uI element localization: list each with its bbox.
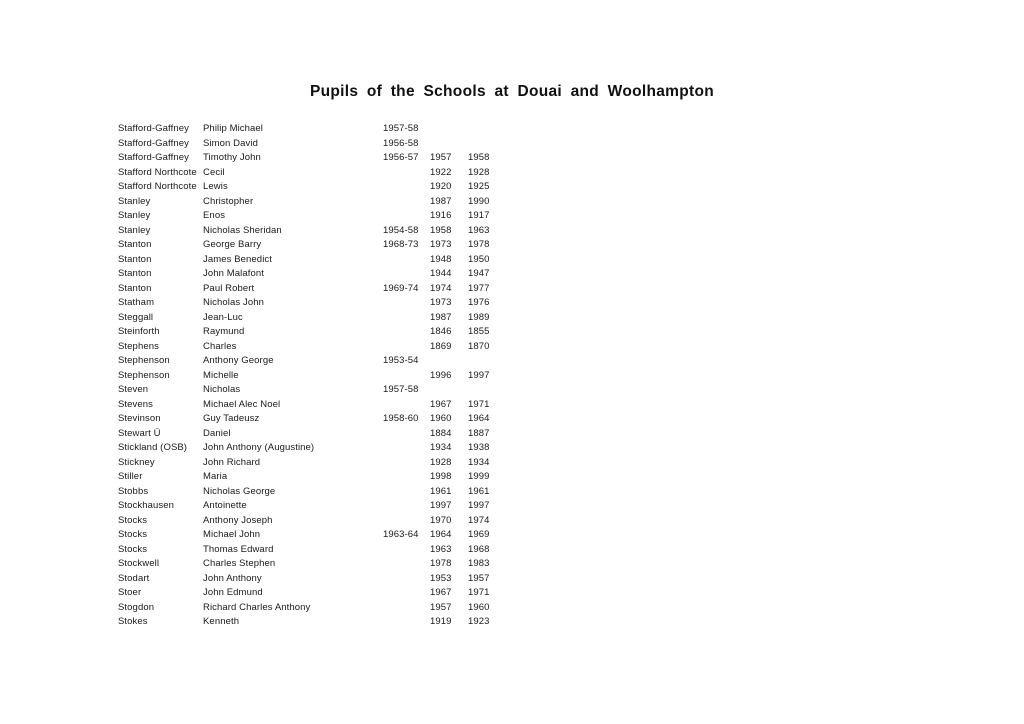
attendance-range-cell [383, 296, 430, 311]
start-year-cell: 1964 [430, 529, 452, 540]
attendance-range-cell [383, 543, 430, 558]
forenames-cell: Richard Charles Anthony [203, 601, 311, 613]
start-year-cell: 1948 [430, 253, 452, 265]
pupil-row [118, 514, 508, 529]
surname-cell: Stafford Northcote [118, 166, 197, 178]
forenames-cell: James Benedict [203, 253, 272, 265]
attendance-range-cell [383, 485, 430, 500]
pupil-row [118, 253, 508, 268]
surname-cell: Stanley [118, 210, 151, 221]
forenames-cell: Maria [203, 471, 228, 482]
surname-cell: Stephenson [118, 369, 170, 381]
end-year-cell: 1950 [468, 253, 490, 265]
surname-cell: Stiller [118, 471, 143, 482]
pupil-row [118, 122, 508, 137]
pupil-row [118, 528, 508, 543]
attendance-range-cell [383, 166, 430, 181]
end-year-cell: 1971 [468, 587, 490, 598]
forenames-cell: Philip Michael [203, 123, 264, 134]
surname-cell: Stoer [118, 587, 142, 598]
end-year-cell: 1997 [468, 500, 490, 511]
surname-cell: Stanton [118, 282, 152, 294]
attendance-range-cell [383, 267, 430, 282]
end-year-cell [468, 354, 498, 369]
start-year-cell: 1916 [430, 210, 452, 221]
end-year-cell [468, 137, 498, 152]
start-year-cell: 1987 [430, 311, 452, 323]
end-year-cell: 1971 [468, 398, 490, 410]
surname-cell: Stickney [118, 456, 155, 468]
pupil-row [118, 267, 508, 282]
pupil-row [118, 224, 508, 239]
end-year-cell: 1963 [468, 224, 490, 236]
attendance-range-cell [383, 427, 430, 442]
surname-cell: Stobbs [118, 485, 149, 497]
attendance-range-cell [383, 253, 430, 268]
pupil-row [118, 325, 508, 340]
surname-cell: Stokes [118, 616, 148, 627]
attendance-range-cell: 1954-58 [383, 224, 419, 236]
pupil-row [118, 412, 508, 427]
end-year-cell: 1964 [468, 413, 490, 424]
end-year-cell: 1976 [468, 297, 490, 308]
end-year-cell [468, 383, 498, 398]
start-year-cell: 1884 [430, 427, 452, 439]
end-year-cell: 1990 [468, 195, 490, 207]
end-year-cell: 1925 [468, 181, 490, 192]
attendance-range-cell [383, 180, 430, 195]
pupil-row [118, 586, 508, 601]
surname-cell: Stockwell [118, 558, 160, 569]
forenames-cell: John Edmund [203, 587, 263, 598]
pupil-row [118, 340, 508, 355]
attendance-range-cell [383, 325, 430, 340]
end-year-cell: 1957 [468, 572, 490, 584]
start-year-cell: 1944 [430, 268, 452, 279]
forenames-cell: Enos [203, 210, 226, 221]
start-year-cell: 1928 [430, 456, 452, 468]
forenames-cell: John Richard [203, 456, 261, 468]
forenames-cell: Kenneth [203, 616, 240, 627]
forenames-cell: Michael John [203, 529, 261, 540]
end-year-cell: 1989 [468, 311, 490, 323]
surname-cell: Stanton [118, 253, 152, 265]
end-year-cell: 1960 [468, 601, 490, 613]
attendance-range-cell: 1957-58 [383, 384, 419, 395]
forenames-cell: Charles Stephen [203, 558, 276, 569]
start-year-cell: 1973 [430, 239, 452, 250]
end-year-cell: 1923 [468, 616, 490, 627]
forenames-cell: Anthony Joseph [203, 514, 273, 526]
surname-cell: Stockhausen [118, 500, 175, 511]
surname-cell: Stickland (OSB) [118, 442, 188, 453]
pupil-row [118, 485, 508, 500]
start-year-cell: 1978 [430, 558, 452, 569]
end-year-cell: 1961 [468, 485, 490, 497]
forenames-cell: Simon David [203, 137, 258, 149]
start-year-cell: 1970 [430, 514, 452, 526]
surname-cell: Stewart Ü [118, 427, 161, 439]
surname-cell: Stanley [118, 195, 151, 207]
forenames-cell: Thomas Edward [203, 543, 274, 555]
forenames-cell: Nicholas John [203, 297, 264, 308]
forenames-cell: Michael Alec Noel [203, 398, 281, 410]
end-year-cell: 1978 [468, 239, 490, 250]
surname-cell: Steven [118, 384, 149, 395]
pupil-row [118, 557, 508, 572]
attendance-range-cell: 1953-54 [383, 355, 419, 366]
start-year-cell: 1869 [430, 340, 452, 352]
surname-cell: Stephenson [118, 355, 170, 366]
surname-cell: Stanton [118, 239, 152, 250]
forenames-cell: Guy Tadeusz [203, 413, 260, 424]
attendance-range-cell [383, 209, 430, 224]
attendance-range-cell [383, 514, 430, 529]
forenames-cell: Nicholas [203, 384, 241, 395]
forenames-cell: Paul Robert [203, 282, 255, 294]
attendance-range-cell [383, 557, 430, 572]
attendance-range-cell [383, 456, 430, 471]
pupil-row [118, 137, 508, 152]
pupil-row [118, 209, 508, 224]
pupil-row [118, 311, 508, 326]
forenames-cell: Michelle [203, 369, 239, 381]
start-year-cell: 1967 [430, 587, 452, 598]
pupil-row [118, 470, 508, 485]
pupil-row [118, 398, 508, 413]
surname-cell: Statham [118, 297, 155, 308]
end-year-cell: 1938 [468, 442, 490, 453]
start-year-cell: 1997 [430, 500, 452, 511]
start-year-cell [430, 137, 468, 152]
end-year-cell: 1969 [468, 529, 490, 540]
attendance-range-cell: 1956-58 [383, 137, 419, 149]
start-year-cell: 1963 [430, 543, 452, 555]
pupil-row [118, 195, 508, 210]
forenames-cell: Charles [203, 340, 237, 352]
end-year-cell: 1934 [468, 456, 490, 468]
pupil-row [118, 441, 508, 456]
forenames-cell: Cecil [203, 166, 225, 178]
attendance-range-cell [383, 311, 430, 326]
forenames-cell: Nicholas George [203, 485, 276, 497]
end-year-cell: 1983 [468, 558, 490, 569]
start-year-cell: 1957 [430, 601, 452, 613]
surname-cell: Stocks [118, 543, 148, 555]
surname-cell: Stanley [118, 224, 151, 236]
end-year-cell: 1887 [468, 427, 490, 439]
forenames-cell: John Malafont [203, 268, 264, 279]
start-year-cell: 1996 [430, 369, 452, 381]
pupil-row [118, 572, 508, 587]
surname-cell: Stevinson [118, 413, 161, 424]
surname-cell: Steggall [118, 311, 154, 323]
pupil-row [118, 180, 508, 195]
start-year-cell: 1961 [430, 485, 452, 497]
pupil-row [118, 282, 508, 297]
surname-cell: Stafford-Gaffney [118, 123, 189, 134]
start-year-cell: 1957 [430, 152, 452, 163]
pupil-row [118, 296, 508, 311]
start-year-cell: 1987 [430, 195, 452, 207]
surname-cell: Stocks [118, 514, 148, 526]
pupil-row [118, 499, 508, 514]
surname-cell: Stogdon [118, 601, 155, 613]
attendance-range-cell [383, 615, 430, 630]
start-year-cell [430, 383, 468, 398]
surname-cell: Stodart [118, 572, 150, 584]
pupil-table [118, 122, 508, 630]
surname-cell: Stafford-Gaffney [118, 137, 189, 149]
end-year-cell: 1997 [468, 369, 490, 381]
forenames-cell: George Barry [203, 239, 262, 250]
pupil-row [118, 383, 508, 398]
end-year-cell: 1855 [468, 326, 490, 337]
start-year-cell: 1846 [430, 326, 452, 337]
surname-cell: Steinforth [118, 326, 160, 337]
pupil-row [118, 601, 508, 616]
forenames-cell: Nicholas Sheridan [203, 224, 282, 236]
attendance-range-cell [383, 470, 430, 485]
page-title: Pupils of the Schools at Douai and Woolhampton [309, 83, 715, 100]
end-year-cell: 1947 [468, 268, 490, 279]
pupil-row [118, 369, 508, 384]
forenames-cell: John Anthony (Augustine) [203, 442, 315, 453]
start-year-cell: 1974 [430, 282, 452, 294]
pupil-row [118, 456, 508, 471]
attendance-range-cell [383, 441, 430, 456]
pupil-row [118, 238, 508, 253]
surname-cell: Stocks [118, 529, 148, 540]
end-year-cell: 1958 [468, 152, 490, 163]
surname-cell: Stephens [118, 340, 159, 352]
surname-cell: Stanton [118, 268, 152, 279]
pupil-row [118, 615, 508, 630]
start-year-cell: 1958 [430, 224, 452, 236]
attendance-range-cell: 1968-73 [383, 239, 419, 250]
attendance-range-cell [383, 398, 430, 413]
forenames-cell: Raymund [203, 326, 245, 337]
forenames-cell: John Anthony [203, 572, 262, 584]
end-year-cell: 1917 [468, 210, 490, 221]
end-year-cell [468, 122, 498, 137]
attendance-range-cell [383, 340, 430, 355]
start-year-cell [430, 354, 468, 369]
attendance-range-cell [383, 586, 430, 601]
attendance-range-cell: 1958-60 [383, 413, 419, 424]
forenames-cell: Christopher [203, 195, 254, 207]
start-year-cell: 1919 [430, 616, 452, 627]
forenames-cell: Antoinette [203, 500, 247, 511]
pupil-row [118, 151, 508, 166]
start-year-cell: 1960 [430, 413, 452, 424]
pupil-row [118, 427, 508, 442]
attendance-range-cell: 1957-58 [383, 123, 419, 134]
start-year-cell: 1934 [430, 442, 452, 453]
forenames-cell: Anthony George [203, 355, 274, 366]
attendance-range-cell [383, 369, 430, 384]
pupil-row [118, 543, 508, 558]
start-year-cell: 1922 [430, 166, 452, 178]
end-year-cell: 1974 [468, 514, 490, 526]
attendance-range-cell [383, 572, 430, 587]
attendance-range-cell: 1956-57 [383, 152, 419, 163]
attendance-range-cell: 1963-64 [383, 529, 419, 540]
forenames-cell: Daniel [203, 427, 231, 439]
end-year-cell: 1928 [468, 166, 490, 178]
pupil-row [118, 166, 508, 181]
forenames-cell: Jean-Luc [203, 311, 243, 323]
end-year-cell: 1999 [468, 471, 490, 482]
pupil-row [118, 354, 508, 369]
forenames-cell: Timothy John [203, 152, 261, 163]
end-year-cell: 1968 [468, 543, 490, 555]
end-year-cell: 1977 [468, 282, 490, 294]
start-year-cell [430, 122, 468, 137]
surname-cell: Stafford-Gaffney [118, 152, 189, 163]
forenames-cell: Lewis [203, 181, 228, 192]
end-year-cell: 1870 [468, 340, 490, 352]
attendance-range-cell [383, 499, 430, 514]
start-year-cell: 1973 [430, 297, 452, 308]
start-year-cell: 1920 [430, 181, 452, 192]
attendance-range-cell: 1969-74 [383, 282, 419, 294]
start-year-cell: 1953 [430, 572, 452, 584]
attendance-range-cell [383, 601, 430, 616]
start-year-cell: 1967 [430, 398, 452, 410]
surname-cell: Stevens [118, 398, 154, 410]
attendance-range-cell [383, 195, 430, 210]
start-year-cell: 1998 [430, 471, 452, 482]
surname-cell: Stafford Northcote [118, 181, 197, 192]
